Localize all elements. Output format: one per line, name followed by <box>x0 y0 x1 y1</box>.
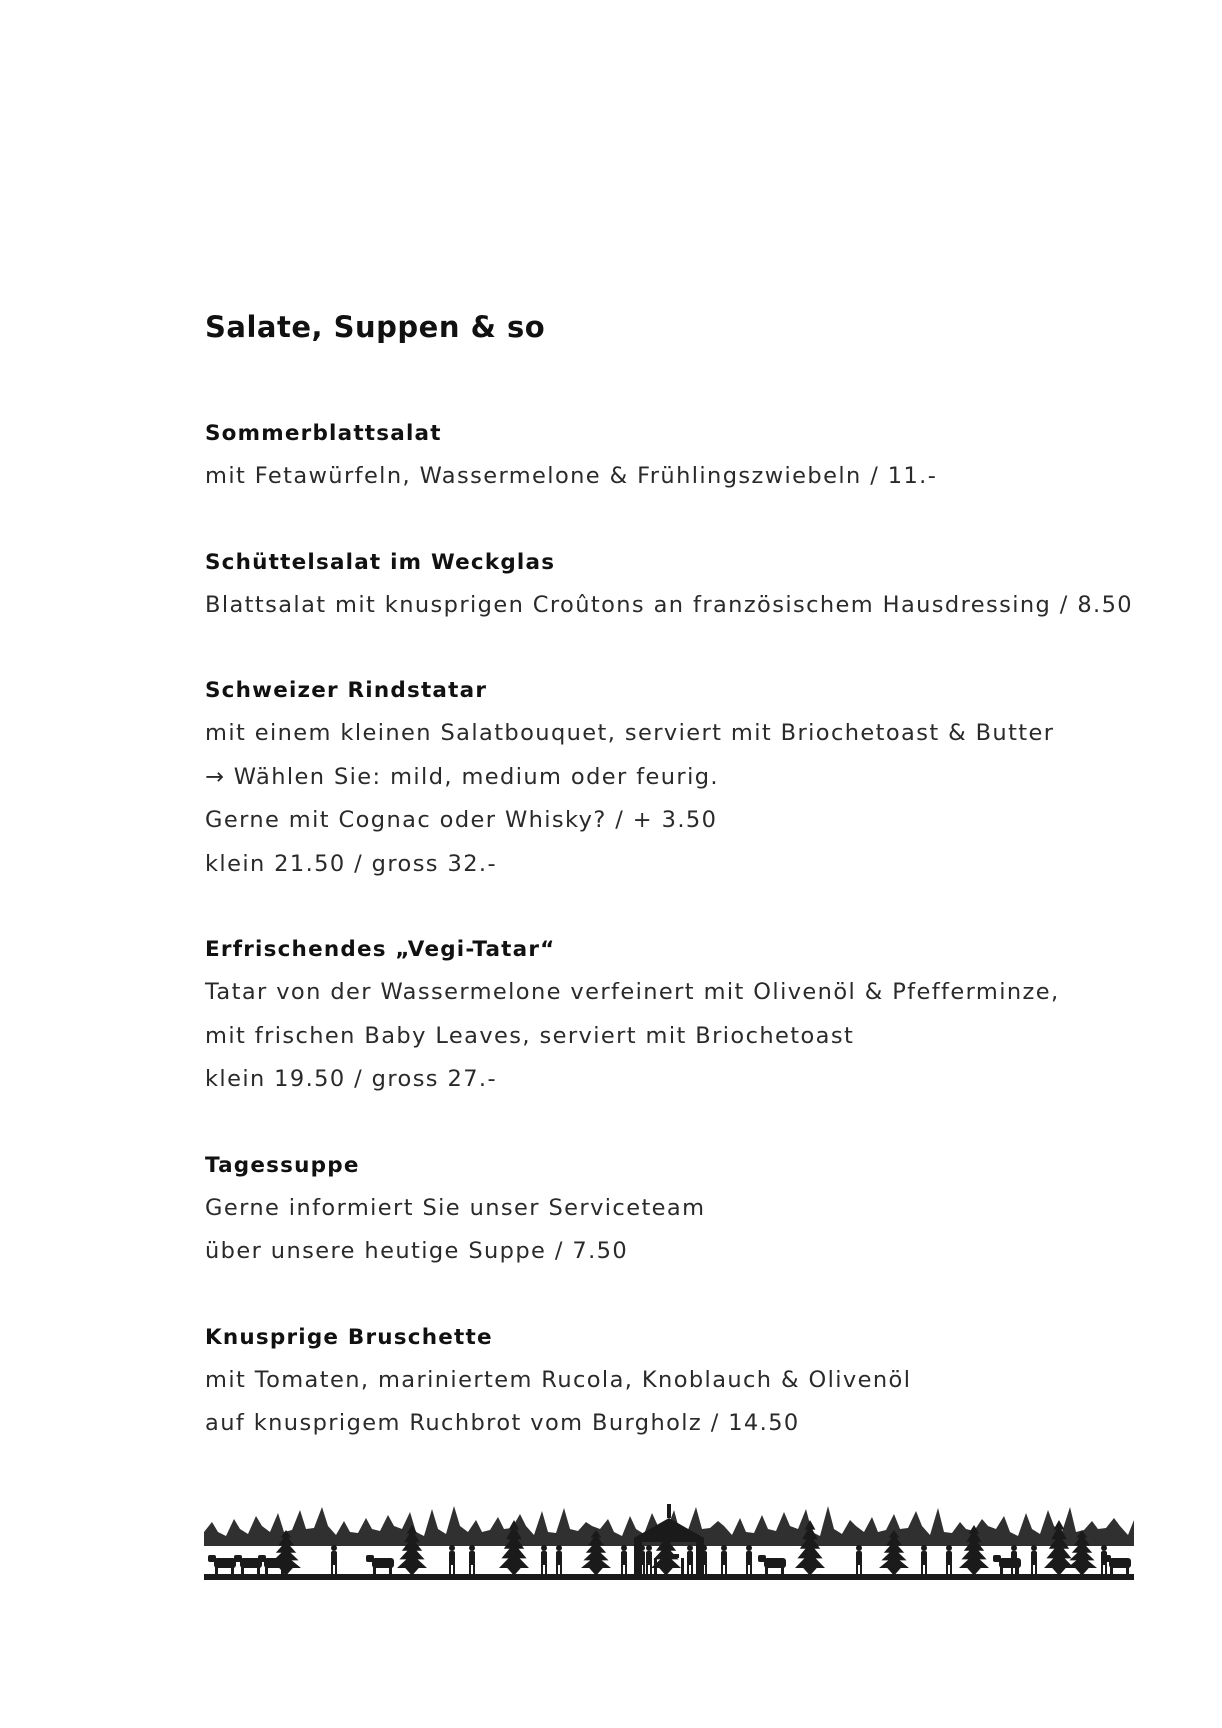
menu-item-description: über unsere heutige Suppe / 7.50 <box>205 1238 629 1264</box>
menu-item-name: Sommerblattsalat <box>205 421 442 446</box>
menu-item-description: mit Tomaten, mariniertem Rucola, Knoblauch & Olivenöl <box>205 1366 912 1393</box>
menu-item-price: klein 19.50 / gross 27.- <box>205 1066 497 1092</box>
menu-item-description: mit frischen Baby Leaves, serviert mit Briochetoast <box>205 1022 855 1049</box>
menu-item-name: Knusprige Bruschette <box>205 1324 493 1350</box>
menu-item-name: Erfrischendes „Vegi-Tatar“ <box>205 937 556 962</box>
menu-item-name: Schüttelsalat im Weckglas <box>205 549 556 575</box>
menu-item-description: mit Fetawürfeln, Wassermelone & Frühlingszwiebeln / 11.- <box>205 463 938 489</box>
menu-content <box>205 300 1145 1488</box>
menu-item-extra: Gerne mit Cognac oder Whisky? / + 3.50 <box>205 807 718 833</box>
menu-item-description: Gerne informiert Sie unser Serviceteam <box>205 1194 706 1221</box>
menu-item <box>205 669 1145 886</box>
menu-item-description: mit einem kleinen Salatbouquet, serviert mit Briochetoast & Butter <box>205 720 1055 746</box>
menu-item <box>205 1316 1145 1446</box>
menu-item-description: auf knusprigem Ruchbrot vom Burgholz / 14.50 <box>205 1410 800 1436</box>
section-title: Salate, Suppen & so <box>205 310 546 344</box>
menu-item-price: klein 21.50 / gross 32.- <box>205 850 497 877</box>
menu-item-description: Tatar von der Wassermelone verfeinert mit Olivenöl & Pfefferminze, <box>205 979 1060 1005</box>
menu-item-name: Tagessuppe <box>205 1152 360 1178</box>
menu-item-description: Blattsalat mit knusprigen Croûtons an französischem Hausdressing / 8.50 <box>205 591 1134 618</box>
menu-item-name: Schweizer Rindstatar <box>205 678 488 703</box>
menu-item <box>205 928 1145 1102</box>
menu-item <box>205 541 1145 628</box>
swiss-papercut-border-icon <box>204 1496 1134 1581</box>
menu-item-option: → Wählen Sie: mild, medium oder feurig. <box>205 763 719 790</box>
menu-item <box>205 1144 1145 1274</box>
menu-item <box>205 412 1145 499</box>
